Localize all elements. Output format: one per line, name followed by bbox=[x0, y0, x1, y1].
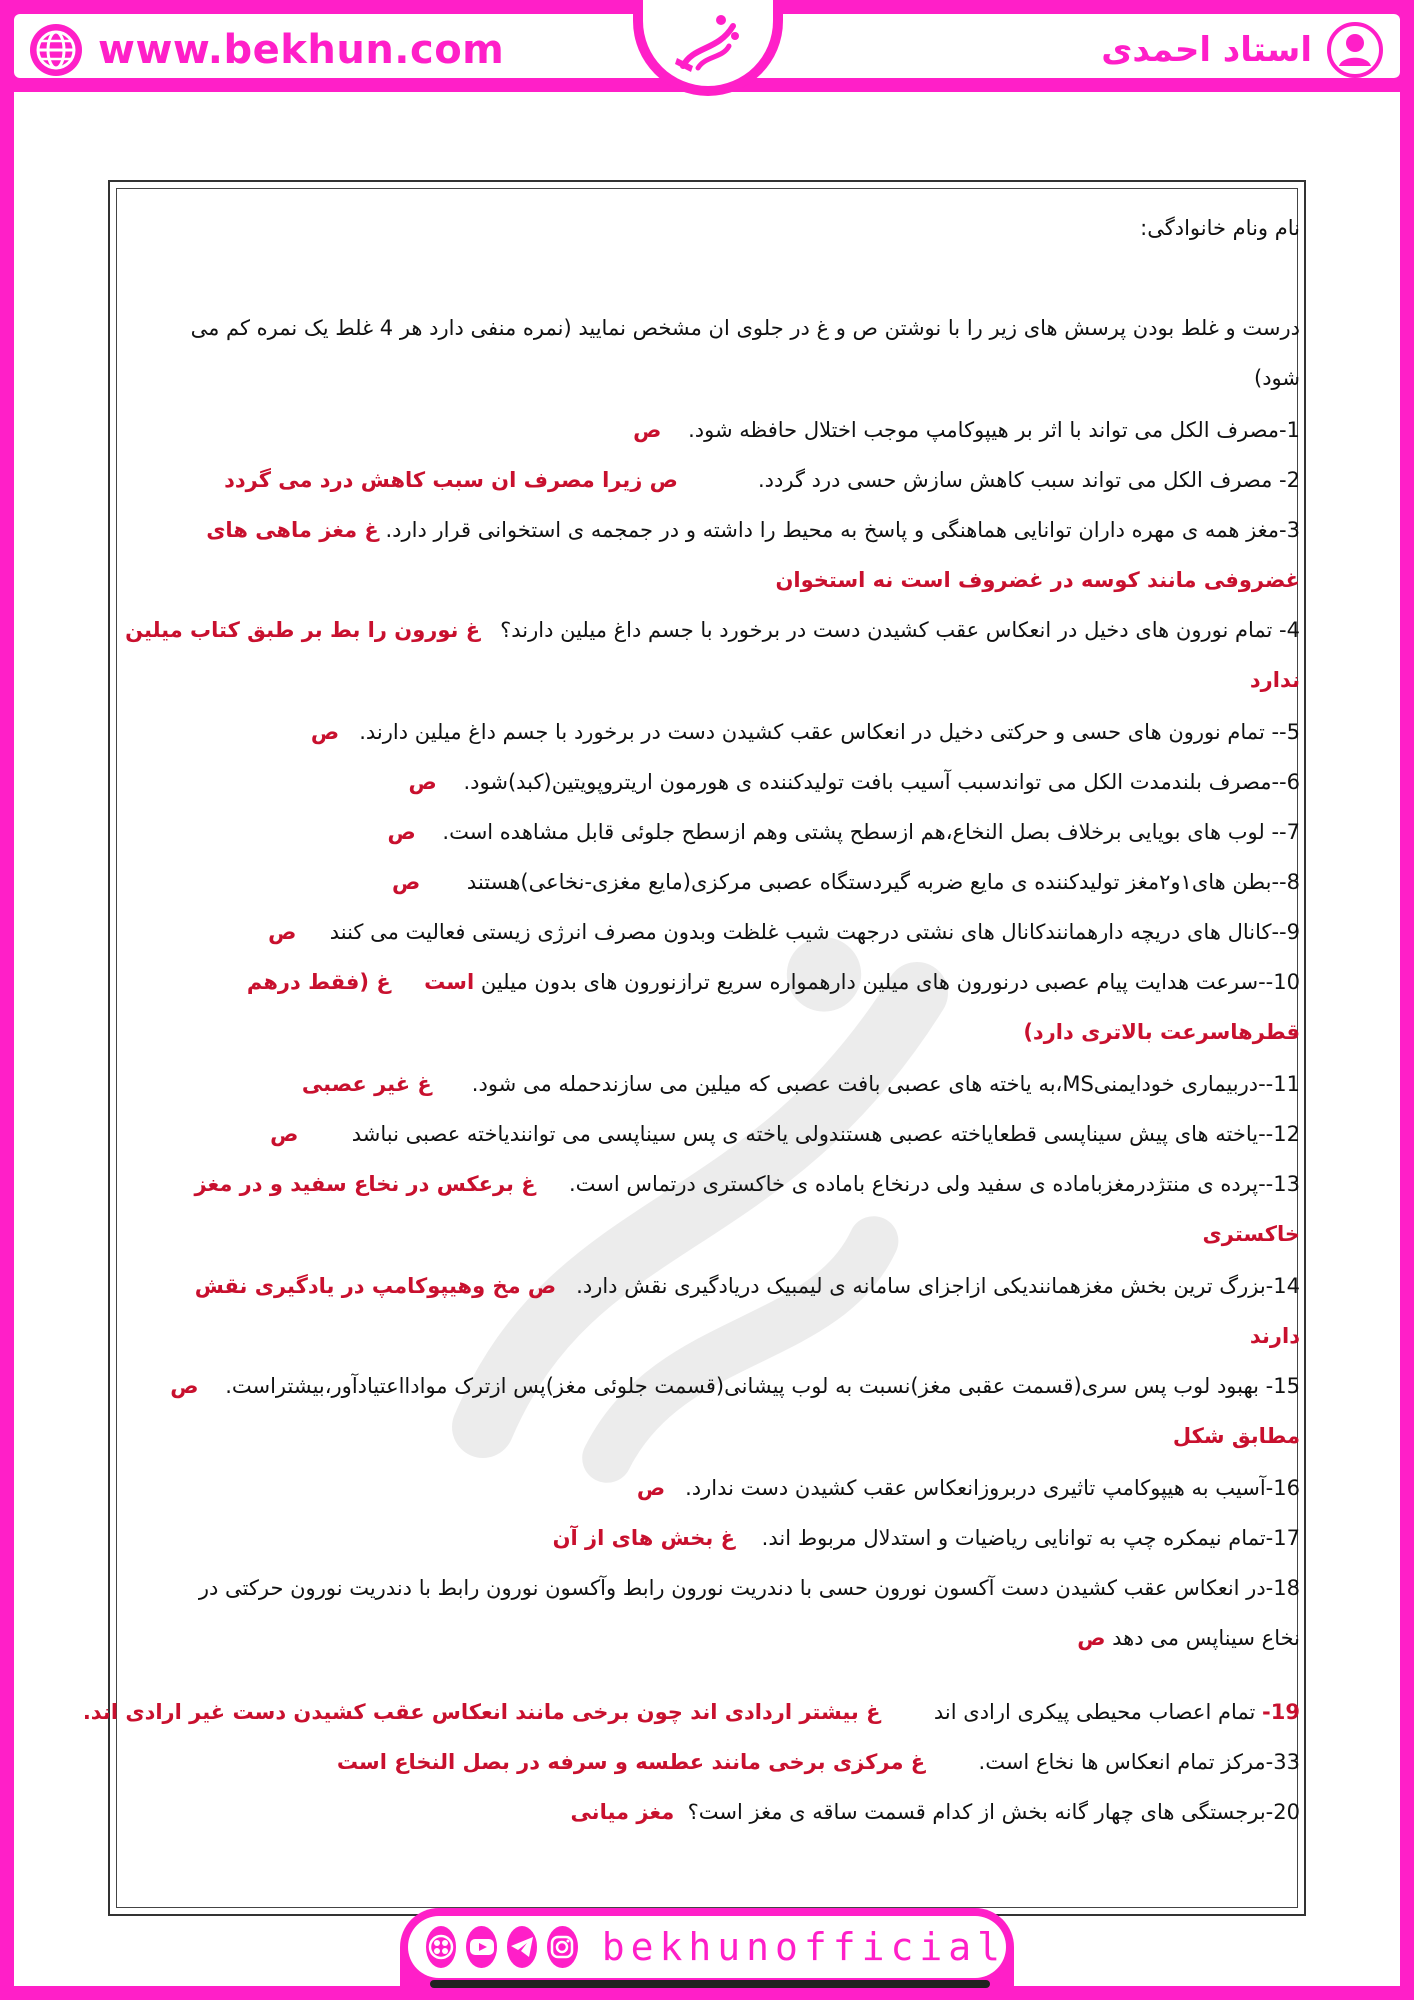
question-text: تمام اعصاب محیطی پیکری ارادی اند bbox=[933, 1700, 1256, 1724]
site-url[interactable]: www.bekhun.com bbox=[98, 27, 505, 73]
question-17 bbox=[553, 1526, 1300, 1550]
question-18-cont bbox=[1077, 1626, 1300, 1650]
question-10 bbox=[247, 970, 1300, 994]
question-13-answer-cont: خاکستری bbox=[1202, 1222, 1300, 1246]
question-14-answer-cont: دارند bbox=[1249, 1324, 1300, 1348]
question-text: 8--بطن های۱و۲مغز تولیدکننده ی مایع ضربه گیردستگاه عصبی مرکزی(مایع مغزی-نخاعی)هستند bbox=[466, 870, 1300, 894]
question-6 bbox=[409, 770, 1300, 794]
question-8 bbox=[392, 870, 1300, 894]
answer: غ نورون را بط بر طبق کتاب میلین bbox=[125, 618, 481, 642]
question-11 bbox=[302, 1072, 1300, 1096]
social-handle[interactable]: bekhunofficial bbox=[601, 1925, 1006, 1969]
instructions-line-2: شود) bbox=[1254, 366, 1300, 390]
question-text: 1-مصرف الکل می تواند با اثر بر هیپوکامپ موجب اختلال حافظه شود. bbox=[688, 418, 1300, 442]
answer: غ غیر عصبی bbox=[301, 1072, 432, 1096]
question-text: 10--سرعت هدایت پیام عصبی درنورون های میلین دارهمواره سریع ترازنورون های بدون میلین bbox=[480, 970, 1300, 994]
question-text: 20-برجستگی های چهار گانه بخش از کدام قسمت ساقه ی مغز است؟ bbox=[687, 1800, 1300, 1824]
question-text: 14-بزرگ ترین بخش مغزهمانندیکی ازاجزای سامانه ی لیمبیک دریادگیری نقش دارد. bbox=[576, 1274, 1300, 1298]
question-text: 2- مصرف الکل می تواند سبب کاهش سازش حسی درد گردد. bbox=[758, 468, 1300, 492]
question-9 bbox=[268, 920, 1300, 944]
answer: غ (فقط درهم bbox=[246, 970, 391, 994]
question-15 bbox=[170, 1374, 1300, 1398]
answer: ص bbox=[633, 418, 662, 442]
footer-shadow bbox=[430, 1980, 990, 1988]
instructions-line-1: درست و غلط بودن پرسش های زیر را با نوشتن ص و غ در جلوی ان مشخص نمایید (نمره منفی دارد هر 4 غلط یک نمره کم می bbox=[190, 316, 1300, 340]
question-3-answer-cont: غضروفی مانند کوسه در غضروف است نه استخوان bbox=[775, 568, 1300, 592]
user-circle-icon bbox=[1326, 21, 1384, 79]
question-text: 13--پرده ی منتژدرمغزباماده ی سفید ولی درنخاع باماده ی خاکستری درتماس است. bbox=[568, 1172, 1300, 1196]
question-text: 5-- تمام نورون های حسی و حرکتی دخیل در انعکاس عقب کشیدن دست در برخورد با جسم داغ میلین دارند. bbox=[359, 720, 1300, 744]
answer-word: است bbox=[424, 970, 475, 994]
question-text: 11--دربیماری خودایمنیMS،به یاخته های عصبی بافت عصبی که میلین می سازندحمله می شود. bbox=[471, 1072, 1300, 1096]
question-text: 7-- لوب های بویایی برخلاف بصل النخاع،هم ازسطح پشتی وهم ازسطح جلوئی قابل مشاهده است. bbox=[442, 820, 1300, 844]
question-text: 12--یاخته های پیش سیناپسی قطعایاخته عصبی هستندولی یاخته ی پس سیناپسی می توانندیاخته عصبی نباشد bbox=[351, 1122, 1300, 1146]
question-text: 17-تمام نیمکره چپ به توانایی ریاضیات و استدلال مربوط اند. bbox=[761, 1526, 1300, 1550]
question-16 bbox=[637, 1476, 1300, 1500]
question-10-answer-cont: قطرهاسرعت بالاتری دارد) bbox=[1023, 1020, 1300, 1044]
question-19 bbox=[83, 1700, 1300, 1724]
answer: ص bbox=[268, 920, 297, 944]
instagram-icon[interactable] bbox=[547, 1926, 577, 1968]
question-4 bbox=[125, 618, 1300, 642]
question-text: 33-مرکز تمام انعکاس ها نخاع است. bbox=[978, 1750, 1300, 1774]
answer: غ بخش های از آن bbox=[552, 1526, 735, 1550]
answer: غ مرکزی برخی مانند عطسه و سرفه در بصل النخاع است bbox=[336, 1750, 926, 1774]
question-1 bbox=[633, 418, 1300, 442]
answer: ص bbox=[636, 1476, 666, 1500]
question-2 bbox=[224, 468, 1300, 492]
answer: ص مخ وهیپوکامپ در یادگیری نقش bbox=[194, 1274, 557, 1298]
answer: ص bbox=[387, 820, 416, 844]
question-4-answer-cont: ندارد bbox=[1249, 668, 1300, 692]
question-18: 18-در انعکاس عقب کشیدن دست آکسون نورون حسی با دندریت نورون رابط وآکسون نورون رابط با دندریت نورون حرکتی در bbox=[198, 1576, 1300, 1600]
answer: غ مغز ماهی های bbox=[206, 518, 379, 542]
answer: ص bbox=[408, 770, 437, 794]
question-20 bbox=[570, 1800, 1300, 1824]
question-text: 15- بهبود لوب پس سری(قسمت عقبی مغز)نسبت به لوب پیشانی(قسمت جلوئی مغز)پس ازترک موادااعتیادآور،بیشتراست. bbox=[225, 1374, 1300, 1398]
question-33 bbox=[337, 1750, 1300, 1774]
question-text: 4- تمام نورون های دخیل در انعکاس عقب کشیدن دست در برخورد با جسم داغ میلین دارند؟ bbox=[500, 618, 1300, 642]
question-text: نخاع سیناپس می دهد bbox=[1112, 1626, 1300, 1650]
question-text: 3-مغز همه ی مهره داران توانایی هماهنگی و پاسخ به محیط را داشته و در جمجمه ی استخوانی قرار دارد. bbox=[385, 518, 1300, 542]
answer: ص bbox=[391, 870, 421, 894]
site-link[interactable] bbox=[28, 22, 504, 78]
answer: ص bbox=[170, 1374, 199, 1398]
answer: غ بیشتر اردادی اند چون برخی مانند انعکاس عقب کشیدن دست غیر ارادی اند. bbox=[82, 1700, 881, 1724]
question-number: 19- bbox=[1262, 1700, 1300, 1724]
answer: ص bbox=[270, 1122, 299, 1146]
name-label: نام ونام خانوادگی: bbox=[1140, 216, 1300, 240]
question-text: 6--مصرف بلندمدت الکل می تواندسبب آسیب بافت تولیدکننده ی هورمون اریتروپویتین(کبد)شود. bbox=[463, 770, 1300, 794]
aparat-icon[interactable] bbox=[426, 1926, 456, 1968]
question-7 bbox=[387, 820, 1300, 844]
bekhun-logo bbox=[663, 6, 753, 80]
answer: ص bbox=[310, 720, 340, 744]
answer: غ برعکس در نخاع سفید و در مغز bbox=[194, 1172, 536, 1196]
answer: ص bbox=[1077, 1626, 1106, 1650]
answer: مغز میانی bbox=[570, 1800, 675, 1824]
teacher-name: استاد احمدی bbox=[1101, 30, 1312, 70]
question-text: 9--کانال های دریچه دارهمانندکانال های نشتی درجهت شیب غلظت وبدون مصرف انرژی زیستی فعالیت می کنند bbox=[329, 920, 1300, 944]
question-5 bbox=[311, 720, 1300, 744]
answer: ص زیرا مصرف ان سبب کاهش درد می گردد bbox=[224, 468, 678, 492]
teacher-badge bbox=[1101, 20, 1384, 80]
question-12 bbox=[270, 1122, 1300, 1146]
social-footer bbox=[408, 1916, 1006, 1978]
telegram-icon[interactable] bbox=[507, 1926, 537, 1968]
question-14 bbox=[195, 1274, 1300, 1298]
question-text: 16-آسیب به هیپوکامپ تاثیری دربروزانعکاس عقب کشیدن دست ندارد. bbox=[685, 1476, 1300, 1500]
question-13 bbox=[194, 1172, 1300, 1196]
youtube-icon[interactable] bbox=[466, 1926, 496, 1968]
question-15-answer-cont: مطابق شکل bbox=[1172, 1424, 1300, 1448]
question-3 bbox=[206, 518, 1300, 542]
globe-icon bbox=[28, 22, 84, 78]
